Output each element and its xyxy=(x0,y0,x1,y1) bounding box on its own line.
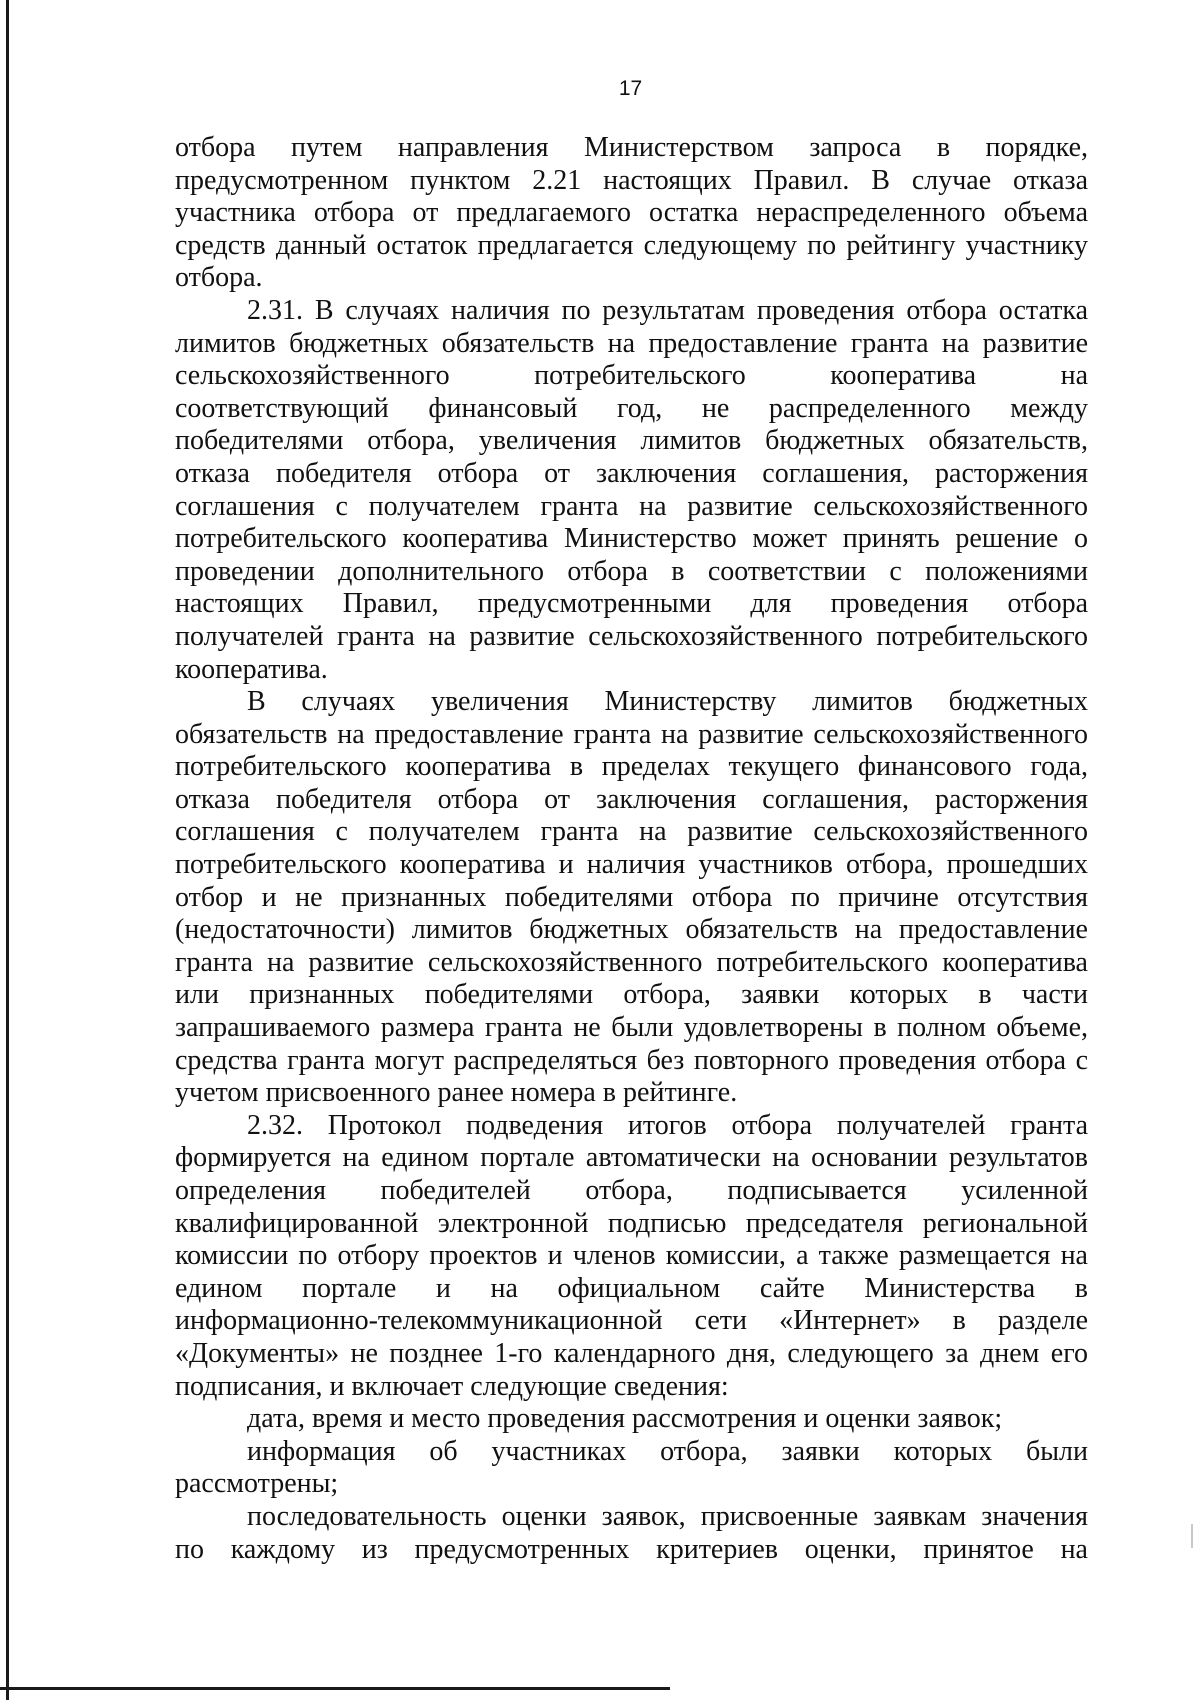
bottom-scan-border xyxy=(0,1687,670,1690)
text-line: потребительского кооператива в пределах текущего финансового года, xyxy=(175,751,1088,783)
page-number: 17 xyxy=(618,77,643,100)
text-line: по каждому из предусмотренных критериев оценки, принятое на xyxy=(175,1533,1088,1565)
text-line: В случаях увеличения Министерству лимитов бюджетных xyxy=(247,686,1088,718)
text-line: гранта на развитие сельскохозяйственного потребительского кооператива xyxy=(175,946,1088,978)
text-line: рассмотрены; xyxy=(175,1468,339,1500)
text-line: потребительского кооператива и наличия участников отбора, прошедших xyxy=(175,849,1088,881)
text-line: проведении дополнительного отбора в соответствии с положениями xyxy=(175,555,1088,587)
text-line: формируется на едином портале автоматически на основании результатов xyxy=(175,1142,1088,1174)
text-line: отказа победителя отбора от заключения соглашения, расторжения xyxy=(175,783,1088,815)
text-line: квалифицированной электронной подписью председателя региональной xyxy=(175,1207,1088,1239)
text-line: участника отбора от предлагаемого остатка нераспределенного объема xyxy=(175,197,1088,229)
text-line: информация об участниках отбора, заявки которых были xyxy=(247,1435,1088,1467)
text-line: настоящих Правил, предусмотренными для проведения отбора xyxy=(175,588,1088,620)
text-line: сельскохозяйственного потребительского кооператива на xyxy=(175,360,1088,392)
text-line: соответствующий финансовый год, не распределенного между xyxy=(175,392,1088,424)
text-line: потребительского кооператива Министерство может принять решение о xyxy=(175,523,1088,555)
text-line: соглашения с получателем гранта на развитие сельскохозяйственного xyxy=(175,490,1088,522)
left-scan-border xyxy=(6,0,9,1700)
document-body xyxy=(175,132,1088,1566)
text-line: или признанных победителями отбора, заявки которых в части xyxy=(175,979,1088,1011)
text-line: дата, время и место проведения рассмотрения и оценки заявок; xyxy=(247,1403,1003,1435)
text-line: предусмотренном пунктом 2.21 настоящих Правил. В случае отказа xyxy=(175,164,1088,196)
text-line: (недостаточности) лимитов бюджетных обязательств на предоставление xyxy=(175,914,1088,946)
text-line: «Документы» не позднее 1-го календарного дня, следующего за днем его xyxy=(175,1337,1088,1369)
text-line: комиссии по отбору проектов и членов комиссии, а также размещается на xyxy=(175,1240,1088,1272)
text-line: соглашения с получателем гранта на развитие сельскохозяйственного xyxy=(175,816,1088,848)
text-line: информационно-телекоммуникационной сети «Интернет» в разделе xyxy=(175,1305,1088,1337)
text-line: победителями отбора, увеличения лимитов бюджетных обязательств, xyxy=(175,425,1088,457)
text-line: получателей гранта на развитие сельскохозяйственного потребительского xyxy=(175,620,1088,652)
text-line: подписания, и включает следующие сведения: xyxy=(175,1370,729,1402)
text-line: последовательность оценки заявок, присвоенные заявкам значения xyxy=(247,1500,1088,1532)
text-line: отбора путем направления Министерством запроса в порядке, xyxy=(175,132,1088,163)
text-line: обязательств на предоставление гранта на развитие сельскохозяйственного xyxy=(175,718,1088,750)
text-line: отказа победителя отбора от заключения соглашения, расторжения xyxy=(175,457,1088,489)
text-line: кооператива. xyxy=(175,653,328,685)
text-line: едином портале и на официальном сайте Министерства в xyxy=(175,1272,1088,1304)
text-line: отбора. xyxy=(175,262,263,294)
text-line: отбор и не признанных победителями отбора по причине отсутствия xyxy=(175,881,1088,913)
text-line: 2.31. В случаях наличия по результатам проведения отбора остатка xyxy=(247,294,1088,326)
text-line: средств данный остаток предлагается следующему по рейтингу участнику xyxy=(175,229,1088,261)
text-line: определения победителей отбора, подписывается усиленной xyxy=(175,1175,1088,1206)
text-line: учетом присвоенного ранее номера в рейтинге. xyxy=(175,1077,738,1109)
text-line: лимитов бюджетных обязательств на предоставление гранта на развитие xyxy=(175,327,1088,359)
text-line: средства гранта могут распределяться без повторного проведения отбора с xyxy=(175,1044,1088,1076)
text-line: 2.32. Протокол подведения итогов отбора получателей гранта xyxy=(247,1109,1088,1141)
text-line: запрашиваемого размера гранта не были удовлетворены в полном объеме, xyxy=(175,1012,1088,1044)
margin-mark xyxy=(1191,1524,1193,1548)
